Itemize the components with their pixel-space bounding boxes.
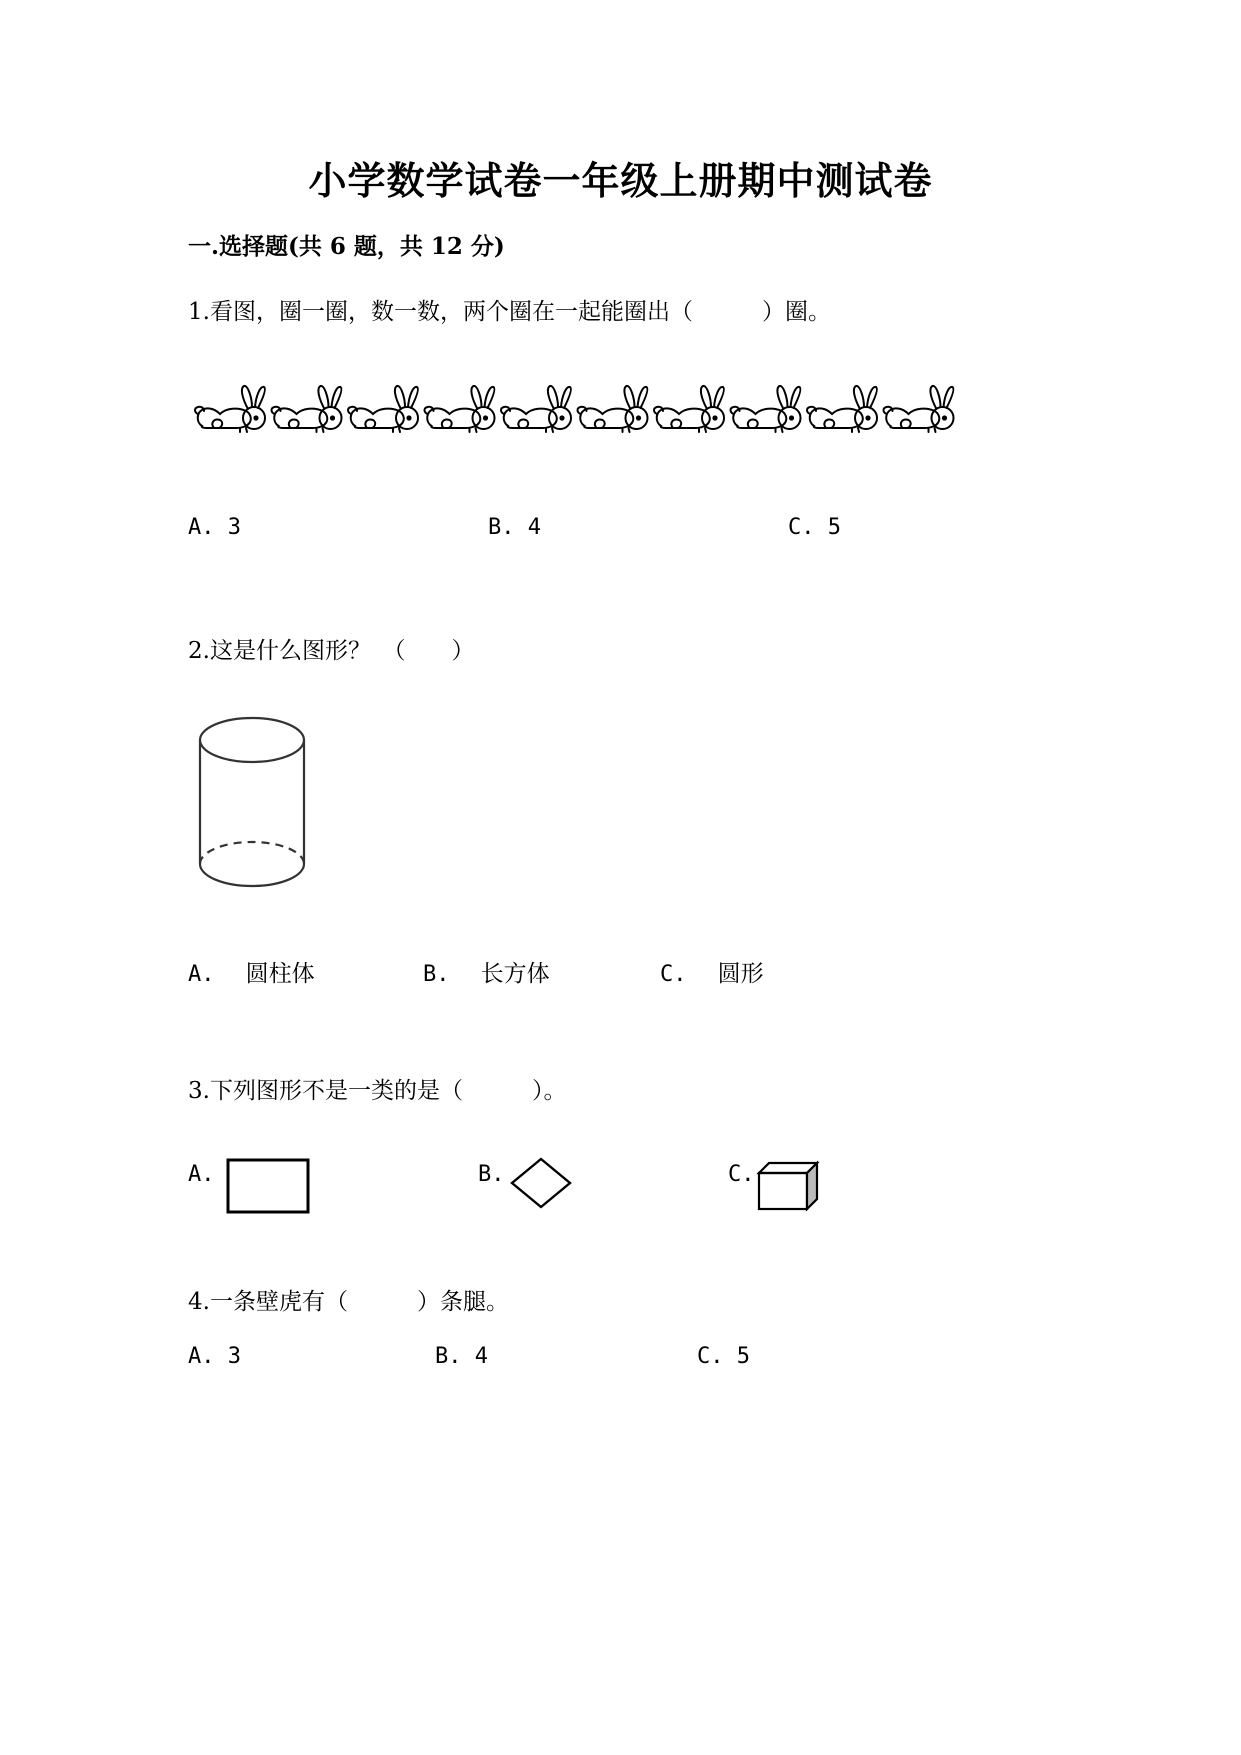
rabbit-icon bbox=[195, 386, 265, 432]
q2-option-c-text: 圆形 bbox=[717, 961, 764, 987]
page-title: 小学数学试卷一年级上册期中测试卷 bbox=[308, 158, 933, 203]
q2-option-c-label: C. bbox=[660, 962, 687, 987]
rabbit-row bbox=[192, 378, 972, 448]
rabbit-icon bbox=[807, 386, 877, 432]
q2-option-a-label: A. bbox=[188, 962, 215, 987]
rabbit-icon bbox=[272, 386, 342, 432]
rabbit-icon bbox=[884, 386, 954, 432]
q3-option-b[interactable]: B. bbox=[478, 1162, 505, 1187]
q1-option-a[interactable]: A. 3 bbox=[188, 515, 241, 540]
q4-option-a[interactable]: A. 3 bbox=[188, 1344, 241, 1369]
rabbit-icon bbox=[501, 386, 571, 432]
q2-option-c[interactable] bbox=[660, 955, 764, 988]
q2-option-b[interactable] bbox=[423, 955, 550, 988]
q4-option-b[interactable]: B. 4 bbox=[435, 1344, 488, 1369]
rabbit-icon bbox=[654, 386, 724, 432]
q4-option-c[interactable]: C. 5 bbox=[697, 1344, 750, 1369]
cylinder-icon bbox=[196, 716, 308, 888]
q2-option-a-text: 圆柱体 bbox=[245, 961, 315, 987]
rectangle-icon bbox=[226, 1158, 310, 1214]
rabbit-icon bbox=[425, 386, 495, 432]
rabbit-icon bbox=[348, 386, 418, 432]
q2-option-b-text: 长方体 bbox=[480, 961, 550, 987]
question-4-text: 4.一条壁虎有（ ）条腿。 bbox=[188, 1289, 509, 1315]
question-2-text: 2.这是什么图形？ （ ） bbox=[188, 638, 475, 664]
q3-option-c[interactable]: C. bbox=[728, 1162, 755, 1187]
question-1-text: 1.看图，圈一圈，数一数，两个圈在一起能圈出（ ）圈。 bbox=[188, 299, 831, 325]
q1-option-b[interactable]: B. 4 bbox=[488, 515, 541, 540]
rabbit-icon bbox=[578, 386, 648, 432]
q1-option-c[interactable]: C. 5 bbox=[788, 515, 841, 540]
question-3-text: 3.下列图形不是一类的是（ ）。 bbox=[188, 1078, 567, 1104]
q3-option-a[interactable]: A. bbox=[188, 1162, 215, 1187]
q2-option-b-label: B. bbox=[423, 962, 450, 987]
diamond-icon bbox=[510, 1157, 572, 1209]
cube-icon bbox=[756, 1157, 820, 1213]
rabbit-icon bbox=[731, 386, 801, 432]
q2-option-a[interactable] bbox=[188, 955, 315, 988]
section-heading: 一.选择题(共 6 题，共 12 分) bbox=[188, 233, 505, 260]
